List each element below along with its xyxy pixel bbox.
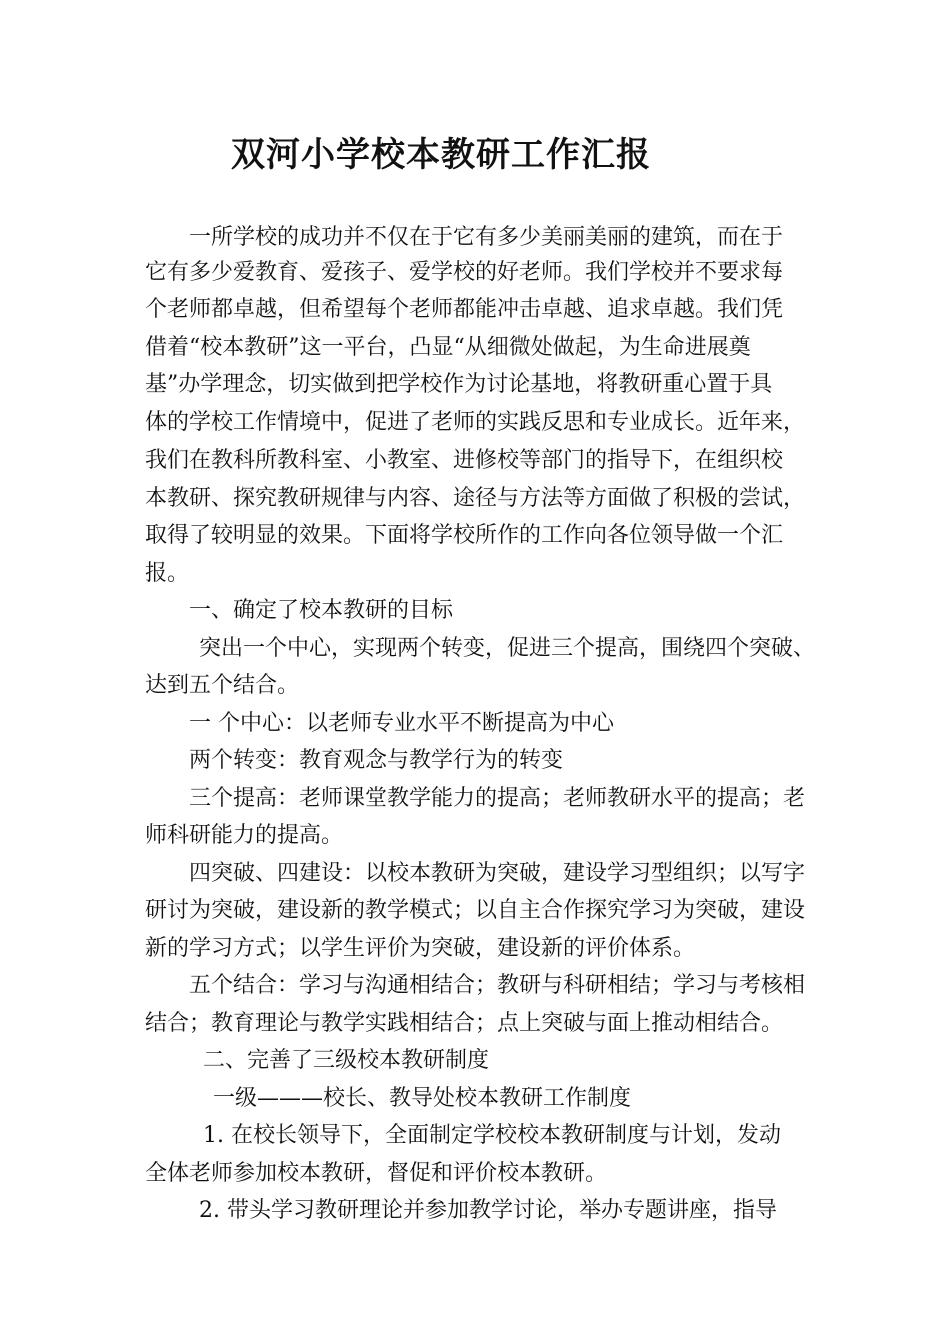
paragraph-line: 个老师都卓越，但希望每个老师都能冲击卓越、追求卓越。我们凭 <box>145 297 784 322</box>
paragraph-line: 新的学习方式；以学生评价为突破，建设新的评价体系。 <box>145 936 696 961</box>
paragraph-line: 全体老师参加校本教研，督促和评价校本教研。 <box>145 1161 608 1186</box>
paragraph-line: 我们在教科所教科室、小教室、进修校等部门的指导下，在组织校 <box>145 448 784 473</box>
paragraph-line: 四突破、四建设：以校本教研为突破，建设学习型组织；以写字 <box>189 861 806 886</box>
list-item: 2. 带头学习教研理论并参加教学讨论，举办专题讲座，指导 <box>199 1198 777 1223</box>
paragraph-line: 报。 <box>145 561 190 586</box>
paragraph-line: 基”办学理念，切实做到把学校作为讨论基地，将教研重心置于具 <box>145 372 773 397</box>
paragraph-line: 一所学校的成功并不仅在于它有多少美丽美丽的建筑，而在于 <box>189 225 784 250</box>
list-item: 1. 在校长领导下，全面制定学校校本教研制度与计划，发动 <box>203 1123 781 1148</box>
paragraph-line: 突出一个中心，实现两个转变，促进三个提高，围绕四个突破、 <box>199 636 816 661</box>
section-heading: 二、完善了三级校本教研制度 <box>203 1048 490 1073</box>
paragraph-line: 结合；教育理论与教学实践相结合；点上突破与面上推动相结合。 <box>145 1011 784 1036</box>
paragraph-line: 研讨为突破，建设新的教学模式；以自主合作探究学习为突破，建设 <box>145 898 806 923</box>
section-heading: 一、确定了校本教研的目标 <box>189 598 454 623</box>
paragraph-line: 师科研能力的提高。 <box>145 823 344 848</box>
paragraph-line: 五个结合：学习与沟通相结合；教研与科研相结；学习与考核相 <box>189 973 806 998</box>
subsection-heading: 一级———校长、教导处校本教研工作制度 <box>213 1086 632 1111</box>
paragraph-line: 取得了较明显的效果。下面将学校所作的工作向各位领导做一个汇 <box>145 523 784 548</box>
paragraph-line: 它有多少爱教育、爱孩子、爱学校的好老师。我们学校并不要求每 <box>145 260 784 285</box>
paragraph-line: 达到五个结合。 <box>145 673 300 698</box>
paragraph-line: 两个转变：教育观念与教学行为的转变 <box>189 748 564 773</box>
paragraph-line: 本教研、探究教研规律与内容、途径与方法等方面做了积极的尝试， <box>145 486 806 511</box>
paragraph-line: 借着“校本教研”这一平台，凸显“从细微处做起，为生命进展奠 <box>145 335 751 360</box>
paragraph-line: 一 个中心：以老师专业水平不断提高为中心 <box>189 711 614 736</box>
paragraph-line: 三个提高：老师课堂教学能力的提高；老师教研水平的提高；老 <box>189 786 806 811</box>
paragraph-line: 体的学校工作情境中，促进了老师的实践反思和专业成长。近年来， <box>145 410 806 435</box>
document-title: 双河小学校本教研工作汇报 <box>231 135 651 175</box>
